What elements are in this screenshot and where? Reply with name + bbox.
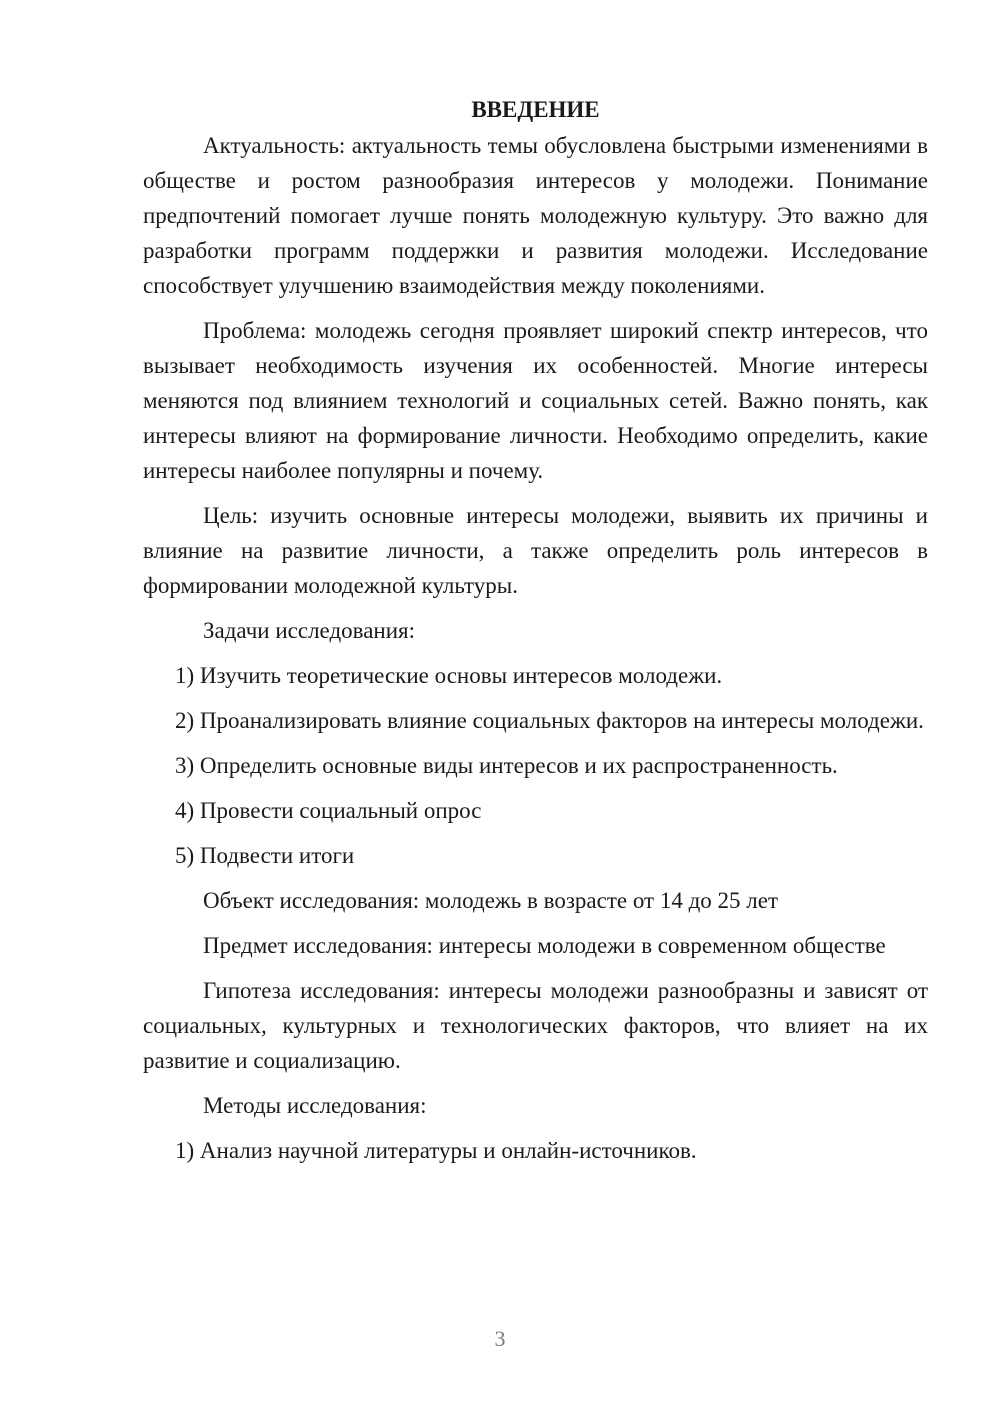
page-number: 3 (494, 1326, 506, 1351)
hypothesis-paragraph: Гипотеза исследования: интересы молодежи разнообразны и зависят от социальных, культурных и технологических факторов, что влияет на их развитие и социализацию. (143, 978, 928, 1073)
task-item-4: 4) Провести социальный опрос (175, 798, 482, 823)
object-paragraph: Объект исследования: молодежь в возрасте от 14 до 25 лет (203, 888, 779, 913)
section-title: ВВЕДЕНИЕ (471, 97, 600, 122)
relevance-paragraph: Актуальность: актуальность темы обусловлена быстрыми изменениями в обществе и ростом разнообразия интересов у молодежи. Понимание предпочтений помогает лучше понять молодежную культуру. Это важно для разработки программ поддержки и развития молодежи. Исследование способствует улучшению взаимодействия между поколениями. (143, 133, 928, 298)
document-page (143, 92, 928, 1178)
goal-paragraph: Цель: изучить основные интересы молодежи, выявить их причины и влияние на развитие личности, а также определить роль интересов в формировании молодежной культуры. (143, 503, 928, 598)
tasks-heading: Задачи исследования: (203, 618, 416, 643)
problem-paragraph: Проблема: молодежь сегодня проявляет широкий спектр интересов, что вызывает необходимость изучения их особенностей. Многие интересы меняются под влиянием технологий и социальных сетей. Важно понять, как интересы влияют на формирование личности. Необходимо определить, какие интересы наиболее популярны и почему. (143, 318, 928, 483)
task-item-3: 3) Определить основные виды интересов и их распространенность. (175, 753, 838, 778)
task-item-5: 5) Подвести итоги (175, 843, 355, 868)
method-item-1: 1) Анализ научной литературы и онлайн-источников. (175, 1138, 697, 1163)
task-item-2: 2) Проанализировать влияние социальных факторов на интересы молодежи. (175, 708, 924, 733)
subject-paragraph: Предмет исследования: интересы молодежи в современном обществе (203, 933, 886, 958)
methods-heading: Методы исследования: (203, 1093, 427, 1118)
task-item-1: 1) Изучить теоретические основы интересов молодежи. (175, 663, 723, 688)
